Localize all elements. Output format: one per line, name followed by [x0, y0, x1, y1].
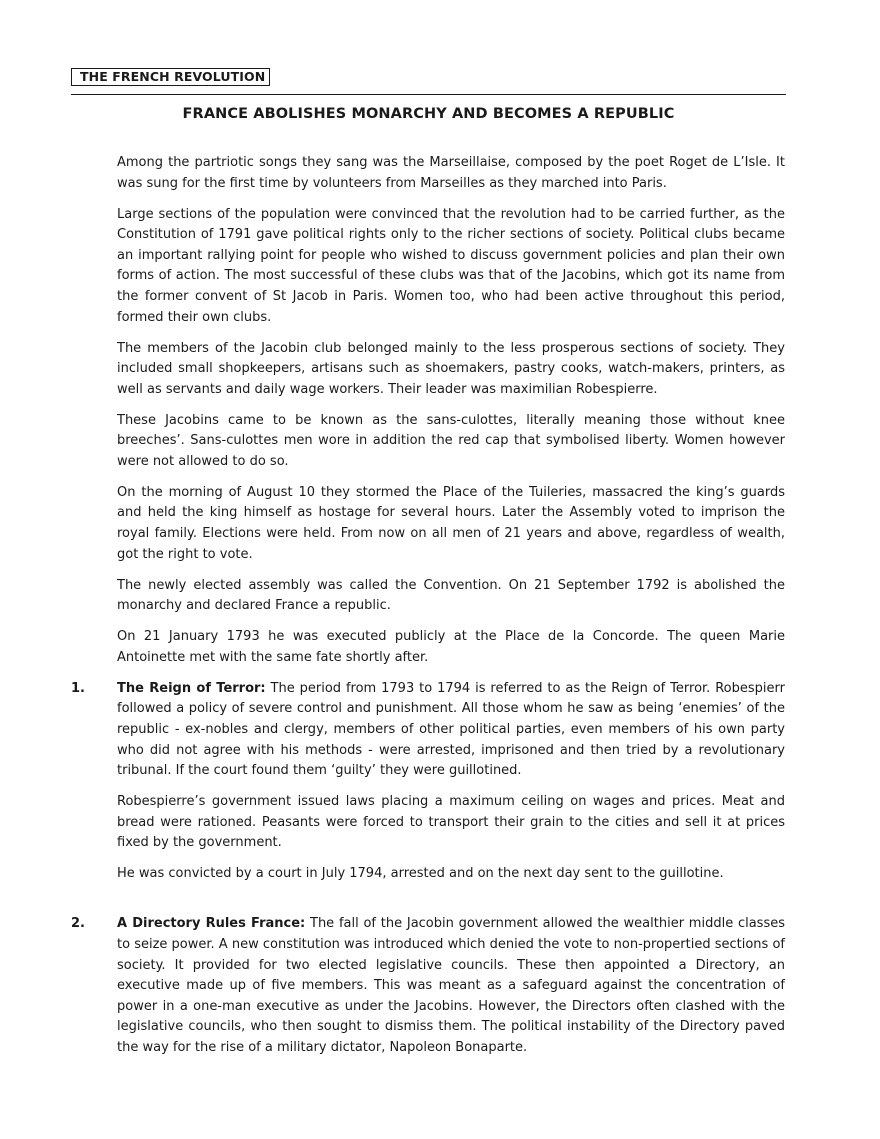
section-lead-text: The period from 1793 to 1794 is referred to as the Reign of Terror. Robespierr followed a policy of severe control and punishment. All those whom he saw as being ‘enemies’ of the republic - ex-nobles and clergy, members of other political parties, even members of his own party who did not agree with his methods - were arrested, imprisoned and then tried by a revolutionary tribunal. If the court found them ‘guilty’ they were guillotined.: [117, 680, 785, 779]
paragraph: The members of the Jacobin club belonged mainly to the less prosperous sections of society. They included small shopkeepers, artisans such as shoemakers, pastry cooks, watch-makers, printers, as well as servants and daily wage workers. Their leader was maximilian Robespierre.: [117, 340, 785, 397]
section-directory-rules-france: [71, 914, 785, 1058]
paragraph: On 21 January 1793 he was executed publicly at the Place de la Concorde. The queen Marie Antoinette met with the same fate shortly after.: [117, 629, 785, 665]
section-reign-of-terror: [71, 679, 785, 885]
section-number: 2.: [71, 916, 85, 932]
section-spacer: [117, 895, 785, 914]
paragraph: On the morning of August 10 they stormed the Place of the Tuileries, massacred the king’s guards and held the king himself as hostage for several hours. Later the Assembly voted to imprison the royal family. Elections were held. From now on all men of 21 years and above, regardless of wealth, got the right to vote.: [117, 484, 785, 562]
section-lead-paragraph: [117, 914, 785, 1058]
section-number: 1.: [71, 680, 85, 696]
paragraph: These Jacobins came to be known as the sans-culottes, literally meaning those without knee breeches’. Sans-culottes men wore in addition the red cap that symbolised liberty. Women however were not allowed to do so.: [117, 412, 785, 469]
paragraph: Large sections of the population were convinced that the revolution had to be carried further, as the Constitution of 1791 gave political rights only to the richer sections of society. Political clubs became an important rallying point for people who wished to discuss government policies and plan their own forms of action. The most successful of these clubs was that of the Jacobins, which got its name from the former convent of St Jacob in Paris. Women too, who had been active throughout this period, formed their own clubs.: [117, 206, 785, 325]
page-title: FRANCE ABOLISHES MONARCHY AND BECOMES A REPUBLIC: [182, 106, 675, 122]
paragraph: He was convicted by a court in July 1794, arrested and on the next day sent to the guillotine.: [117, 866, 724, 882]
section-heading: A Directory Rules France:: [117, 916, 306, 932]
paragraph: The newly elected assembly was called the Convention. On 21 September 1792 is abolished the monarchy and declared France a republic.: [117, 577, 785, 614]
header-divider: [71, 94, 786, 95]
paragraph: Robespierre’s government issued laws placing a maximum ceiling on wages and prices. Meat and bread were rationed. Peasants were forced to transport their grain to the cities and sell it at prices fixed by the government.: [117, 794, 785, 851]
section-lead-text: The fall of the Jacobin government allowed the wealthier middle classes to seize power. A new constitution was introduced which denied the vote to non-propertied sections of society. It provided for two elected legislative councils. These then appointed a Directory, an executive made up of five members. This was meant as a safeguard against the concentration of power in a one-man executive as under the Jacobins. However, the Directors often clashed with the legislative councils, who then sought to dismiss them. The political instability of the Directory paved the way for the rise of a military dictator, Napoleon Bonaparte.: [117, 916, 785, 1055]
paragraph: Among the partriotic songs they sang was the Marseillaise, composed by the poet Roget de L’Isle. It was sung for the first time by volunteers from Marseilles as they marched into Paris.: [117, 155, 785, 191]
chapter-header-label: THE FRENCH REVOLUTION: [71, 68, 270, 86]
section-heading: The Reign of Terror:: [117, 680, 266, 696]
page-content: [71, 153, 785, 1069]
section-lead-paragraph: [117, 679, 785, 782]
